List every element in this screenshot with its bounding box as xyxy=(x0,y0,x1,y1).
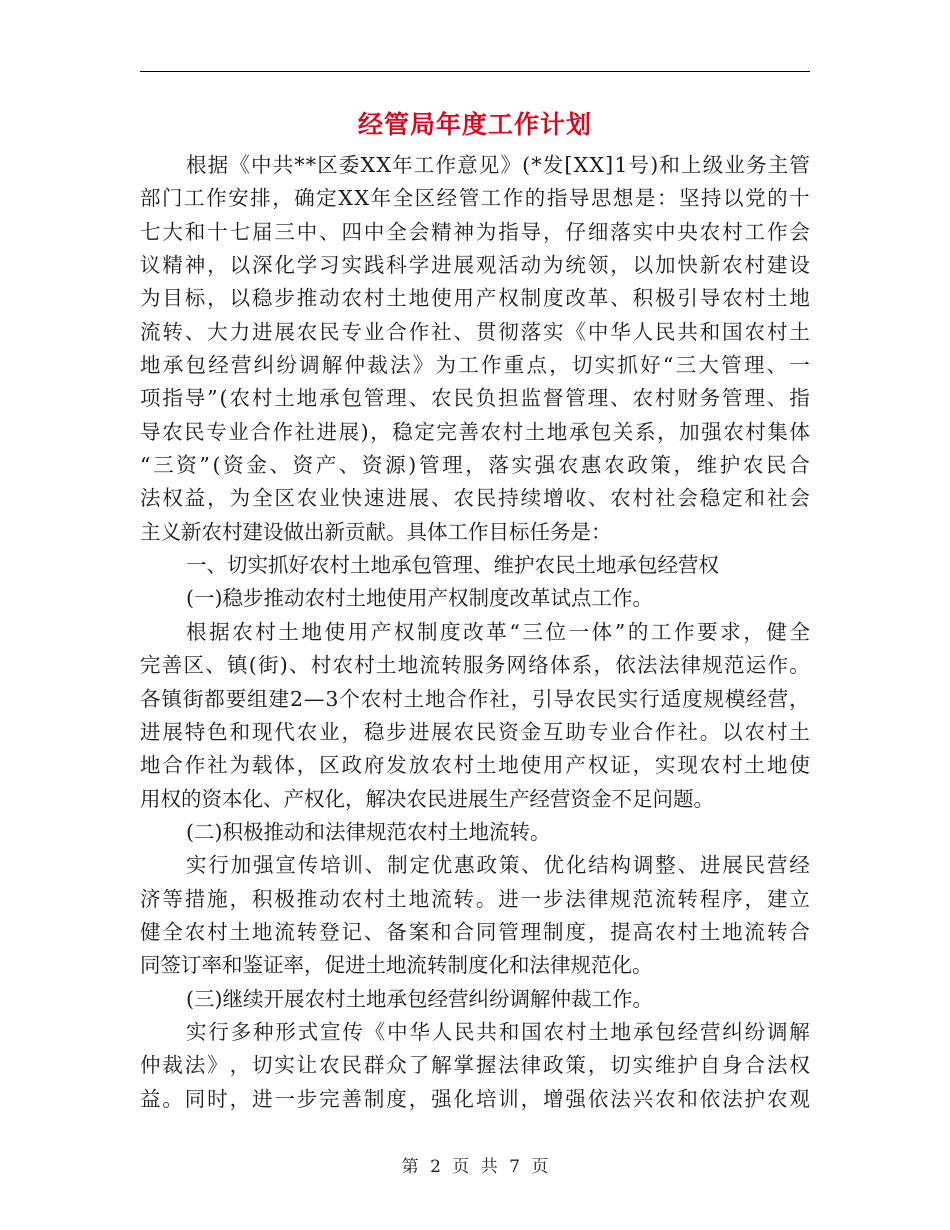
document-body xyxy=(140,149,810,1116)
text-line: (三)继续开展农村土地承包经营纠纷调解仲裁工作。 xyxy=(186,986,653,1011)
text-line: 益 。 同 时 ， 进 一 步 完 善 制 度 ， 强 化 培 训 ， 增 强 依 法 兴 农 和 依 法 护 农 观 xyxy=(140,1086,810,1111)
text-line: 根 据 农 村 土 地 使 用 产 权 制 度 改 革 “ 三 位 一 体 ” 的 工 作 要 求 ， 健 全 xyxy=(186,619,810,644)
text-line: 用权的资本化、产权化，解决农民进展生产经营资金不足问题。 xyxy=(140,786,714,811)
text-line: “ 三 资 ” ( 资 金 、 资 产 、 资 源 ) 管 理 ， 落 实 强 农 惠 农 政 策 ， 维 护 农 民 合 xyxy=(140,453,810,478)
text-line: 七 大 和 十 七 届 三 中 、 四 中 全 会 精 神 为 指 导 ， 仔 细 落 实 中 央 农 村 工 作 会 xyxy=(140,219,810,244)
text-line: 地 承 包 经 营 纠 纷 调 解 仲 裁 法 》 为 工 作 重 点 ， 切 实 抓 好 “ 三 大 管 理 、 一 xyxy=(140,353,810,378)
text-line: (一)稳步推动农村土地使用产权制度改革试点工作。 xyxy=(186,586,653,611)
text-line: 完 善 区 、 镇 ( 街 ) 、 村 农 村 土 地 流 转 服 务 网 络 体 系 ， 依 法 法 律 规 范 运 作 。 xyxy=(140,653,810,678)
text-line: 各 镇 街 都 要 组 建 2 — 3 个 农 村 土 地 合 作 社 ， 引 导 农 民 实 行 适 度 规 模 经 营 ， xyxy=(140,686,810,711)
text-line: 同签订率和鉴证率，促进土地流转制度化和法律规范化。 xyxy=(140,953,653,978)
text-line: 法 权 益 ， 为 全 区 农 业 快 速 进 展 、 农 民 持 续 增 收 、 农 村 社 会 稳 定 和 社 会 xyxy=(140,486,810,511)
text-line: (二)积极推动和法律规范农村土地流转。 xyxy=(186,819,551,844)
text-line: 部 门 工 作 安 排 ， 确 定 X X 年 全 区 经 管 工 作 的 指 导 思 想 是 ： 坚 持 以 党 的 十 xyxy=(140,186,810,211)
header-rule xyxy=(140,71,810,72)
text-line: 实 行 多 种 形 式 宣 传 《 中 华 人 民 共 和 国 农 村 土 地 承 包 经 营 纠 纷 调 解 xyxy=(186,1019,810,1044)
text-line: 地 合 作 社 为 载 体 ， 区 政 府 发 放 农 村 土 地 使 用 产 权 证 ， 实 现 农 村 土 地 使 xyxy=(140,753,810,778)
text-line: 济 等 措 施 ， 积 极 推 动 农 村 土 地 流 转 。 进 一 步 法 律 规 范 流 转 程 序 ， 建 立 xyxy=(140,886,810,911)
text-line: 议 精 神 ， 以 深 化 学 习 实 践 科 学 进 展 观 活 动 为 统 领 ， 以 加 快 新 农 村 建 设 xyxy=(140,253,810,278)
text-line: 为 目 标 ， 以 稳 步 推 动 农 村 土 地 使 用 产 权 制 度 改 革 、 积 极 引 导 农 村 土 地 xyxy=(140,286,810,311)
text-line: 实 行 加 强 宣 传 培 训 、 制 定 优 惠 政 策 、 优 化 结 构 调 整 、 进 展 民 营 经 xyxy=(186,853,810,878)
text-line: 主义新农村建设做出新贡献。具体工作目标任务是： xyxy=(140,519,612,544)
text-line: 根 据 《 中 共 * * 区 委 X X 年 工 作 意 见 》 ( * 发 [ X X ] 1 号 ) 和 上 级 业 务 主 管 xyxy=(186,153,810,177)
document-title: 经管局年度工作计划 xyxy=(357,110,592,139)
text-line: 一、切实抓好农村土地承包管理、维护农民土地承包经营权 xyxy=(186,553,719,578)
text-line: 流 转 、 大 力 进 展 农 民 专 业 合 作 社 、 贯 彻 落 实 《 中 华 人 民 共 和 国 农 村 土 xyxy=(140,319,810,344)
text-line: 导 农 民 专 业 合 作 社 进 展 ) ， 稳 定 完 善 农 村 土 地 承 包 关 系 ， 加 强 农 村 集 体 xyxy=(140,419,810,444)
page-number: 第 2 页 共 7 页 xyxy=(401,1157,549,1177)
text-line: 健 全 农 村 土 地 流 转 登 记 、 备 案 和 合 同 管 理 制 度 ， 提 高 农 村 土 地 流 转 合 xyxy=(140,919,810,944)
text-line: 进 展 特 色 和 现 代 农 业 ， 稳 步 进 展 农 民 资 金 互 助 专 业 合 作 社 。 以 农 村 土 xyxy=(140,719,810,744)
text-line: 仲 裁 法 》 ， 切 实 让 农 民 群 众 了 解 掌 握 法 律 政 策 ， 切 实 维 护 自 身 合 法 权 xyxy=(140,1053,810,1078)
text-line: 项 指 导 ” ( 农 村 土 地 承 包 管 理 、 农 民 负 担 监 督 管 理 、 农 村 财 务 管 理 、 指 xyxy=(140,386,810,411)
